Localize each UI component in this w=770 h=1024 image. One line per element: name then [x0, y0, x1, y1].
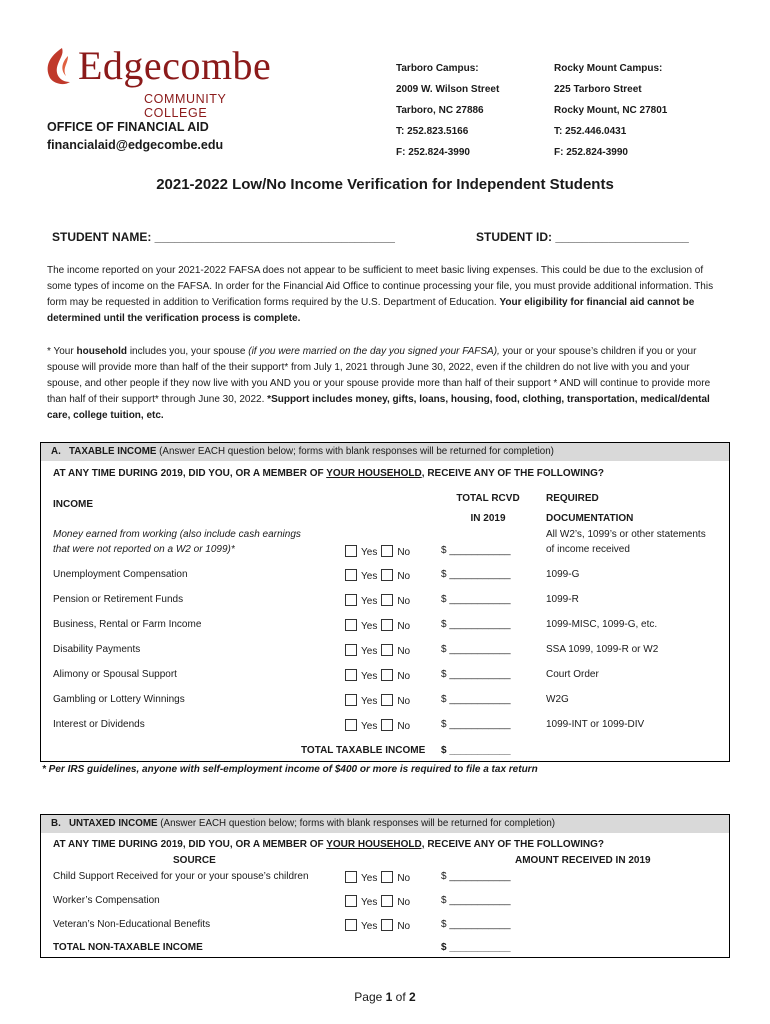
required-doc-text: W2G: [546, 694, 569, 705]
yes-no-choice: [345, 694, 410, 707]
required-doc: [546, 719, 644, 730]
required-doc: [546, 594, 579, 605]
no-checkbox[interactable]: [381, 594, 393, 606]
no-checkbox[interactable]: [381, 619, 393, 631]
page-of: of: [395, 990, 406, 1004]
flame-icon: [40, 46, 76, 88]
income-row-label: [53, 719, 145, 730]
page-word: Page: [354, 990, 383, 1004]
amount-field[interactable]: $ ___________: [441, 545, 511, 556]
yes-checkbox[interactable]: [345, 694, 357, 706]
no-label: No: [397, 571, 411, 582]
household-italic: (if you were married on the day you signed your FAFSA),: [248, 346, 500, 357]
yes-checkbox[interactable]: [345, 895, 357, 907]
no-label: No: [397, 873, 411, 884]
income-row-label: [53, 694, 185, 705]
no-label: No: [397, 721, 411, 732]
untaxed-row-label: Child Support Received for your or your spouse’s children: [53, 871, 309, 882]
section-letter: B.: [51, 818, 61, 829]
yes-no-choice: [345, 669, 410, 682]
no-checkbox[interactable]: [381, 694, 393, 706]
income-label-text: Pension or Retirement Funds: [53, 594, 184, 605]
logo-name: Edgecombe: [78, 43, 272, 88]
no-checkbox[interactable]: [381, 871, 393, 883]
logo-subtitle: COMMUNITY COLLEGE: [144, 92, 227, 120]
intro-eligibility: Your eligibility for financial aid cannot be determined until the verification process is complete.: [47, 297, 695, 324]
student-name-field[interactable]: STUDENT NAME: ____________________________________: [52, 230, 395, 244]
required-doc-text: Court Order: [546, 669, 599, 680]
question-text: AT ANY TIME DURING 2019, DID YOU, OR A MEMBER OF: [53, 468, 324, 479]
section-a-question: [53, 468, 604, 479]
col-total-line: IN 2019: [470, 513, 506, 524]
untaxed-row-label: Worker’s Compensation: [53, 895, 160, 906]
no-checkbox[interactable]: [381, 919, 393, 931]
no-checkbox[interactable]: [381, 545, 393, 557]
section-b-question: [53, 839, 604, 850]
household-term: household: [76, 346, 128, 357]
section-title: UNTAXED INCOME: [68, 818, 158, 829]
income-label-text: Interest or Dividends: [53, 719, 145, 730]
amount-field[interactable]: $ ___________: [441, 919, 511, 930]
no-checkbox[interactable]: [381, 895, 393, 907]
page-title: 2021-2022 Low/No Income Verification for Independent Students: [156, 176, 614, 193]
yes-label: Yes: [361, 671, 378, 682]
amount-field[interactable]: $ ___________: [441, 594, 511, 605]
no-label: No: [397, 921, 411, 932]
no-label: No: [397, 897, 411, 908]
required-doc: [546, 694, 569, 705]
yes-no-choice: [345, 594, 410, 607]
question-household: YOUR HOUSEHOLD,: [326, 839, 425, 850]
col-total-line: TOTAL RCVD: [456, 493, 520, 504]
amount-field[interactable]: $ ___________: [441, 569, 511, 580]
yes-checkbox[interactable]: [345, 719, 357, 731]
yes-no-choice: [345, 871, 410, 884]
page-number: [0, 990, 770, 1004]
section-note: (Answer EACH question below; forms with blank responses will be returned for completion): [159, 446, 554, 457]
yes-checkbox[interactable]: [345, 594, 357, 606]
income-label-text: Business, Rental or Farm Income: [53, 619, 202, 630]
campus-phone: T: 252.446.0431: [554, 126, 627, 137]
required-doc-text: 1099-R: [546, 594, 579, 605]
question-text: , RECEIVE ANY OF THE FOLLOWING?: [421, 468, 604, 479]
yes-label: Yes: [361, 646, 378, 657]
yes-label: Yes: [361, 596, 378, 607]
yes-no-choice: [345, 719, 410, 732]
campus-street: 2009 W. Wilson Street: [396, 84, 500, 95]
intro-text: The income reported on your 2021-2022 FAFSA does not appear to be sufficient to meet basic living expenses. This could be due to the exclusion of some types of income on the FAFSA. In order for the Financial Aid Office to continue processing your file, you must provide additional information. This form may be requested in addition to Verification forms required by the U.S. Department of Education.: [47, 265, 714, 308]
yes-checkbox[interactable]: [345, 644, 357, 656]
support-definition: *Support includes money, gifts, loans, housing, food, clothing, transportation, medical/dental care, college tuition, etc.: [47, 394, 710, 421]
yes-checkbox[interactable]: [345, 871, 357, 883]
required-doc-text: 1099-INT or 1099-DIV: [546, 719, 645, 730]
yes-label: Yes: [361, 696, 378, 707]
campus-fax: F: 252.824-3990: [396, 147, 470, 158]
yes-no-choice: [345, 619, 410, 632]
amount-field[interactable]: $ ___________: [441, 694, 511, 705]
amount-field[interactable]: $ ___________: [441, 619, 511, 630]
yes-label: Yes: [361, 873, 378, 884]
total-taxable-field[interactable]: $ ___________: [441, 745, 511, 756]
campus-name: Rocky Mount Campus:: [554, 63, 663, 74]
amount-field[interactable]: $ ___________: [441, 895, 511, 906]
intro-paragraph-1: [47, 263, 727, 327]
section-letter: A.: [51, 446, 61, 457]
no-label: No: [397, 596, 411, 607]
yes-checkbox[interactable]: [345, 669, 357, 681]
required-doc-text: 1099-MISC, 1099-G, etc.: [546, 619, 658, 630]
income-label-text: Unemployment Compensation: [53, 569, 188, 580]
section-b-header: [41, 815, 729, 833]
no-checkbox[interactable]: [381, 719, 393, 731]
section-note: (Answer EACH question below; forms with blank responses will be returned for completion): [160, 818, 556, 829]
section-title: TAXABLE INCOME: [68, 446, 157, 457]
income-row-label: [53, 669, 177, 680]
income-row-label: [53, 569, 188, 580]
required-doc: [546, 529, 706, 555]
campus-city: Rocky Mount, NC 27801: [554, 105, 668, 116]
untaxed-row-label: Veteran’s Non-Educational Benefits: [53, 919, 211, 930]
student-id-field[interactable]: STUDENT ID: ____________________: [476, 230, 689, 244]
yes-no-choice: [345, 545, 410, 558]
yes-label: Yes: [361, 621, 378, 632]
household-text: * Your: [47, 346, 74, 357]
required-doc: [546, 569, 579, 580]
amount-field[interactable]: $ ___________: [441, 644, 511, 655]
campus-phone: T: 252.823.5166: [396, 126, 469, 137]
yes-checkbox[interactable]: [345, 569, 357, 581]
no-label: No: [397, 646, 411, 657]
income-label-text: Money earned from working (also include cash earnings: [53, 529, 301, 540]
income-row-label: [53, 594, 183, 605]
yes-checkbox[interactable]: [345, 545, 357, 557]
yes-no-choice: [345, 919, 410, 932]
yes-checkbox[interactable]: [345, 619, 357, 631]
total-taxable-label: TOTAL TAXABLE INCOME: [301, 745, 426, 756]
yes-no-choice: [345, 895, 410, 908]
campus-rocky-mount: [554, 58, 667, 163]
col-required-line: REQUIRED: [546, 493, 599, 504]
total-non-taxable-label: TOTAL NON-TAXABLE INCOME: [53, 942, 203, 953]
income-row-label: [53, 619, 201, 630]
section-a-table: [40, 442, 730, 762]
no-label: No: [397, 547, 411, 558]
amount-field[interactable]: $ ___________: [441, 871, 511, 882]
no-checkbox[interactable]: [381, 669, 393, 681]
total-non-taxable-field[interactable]: $ ___________: [441, 942, 511, 953]
col-amount: AMOUNT RECEIVED IN 2019: [515, 855, 651, 866]
required-doc-text: 1099-G: [546, 569, 580, 580]
yes-label: Yes: [361, 571, 378, 582]
campus-city: Tarboro, NC 27886: [396, 105, 484, 116]
income-label-text: Disability Payments: [53, 644, 141, 655]
section-a-header: [41, 443, 729, 461]
income-label-text: that were not reported on a W2 or 1099)*: [53, 544, 235, 555]
no-label: No: [397, 671, 411, 682]
question-text: AT ANY TIME DURING 2019, DID YOU, OR A MEMBER OF: [53, 839, 324, 850]
yes-checkbox[interactable]: [345, 919, 357, 931]
college-logo: [40, 43, 290, 120]
col-income: INCOME: [53, 499, 93, 510]
required-doc-text: SSA 1099, 1099-R or W2: [546, 644, 659, 655]
campus-tarboro: [396, 58, 499, 163]
yes-no-choice: [345, 644, 410, 657]
yes-label: Yes: [361, 897, 378, 908]
no-label: No: [397, 621, 411, 632]
household-text: your or your spouse’s children if you or your spouse will provide more than half of the their support* from July 1, 2021 through June 30, 2022, even if the children do not live with you and your spouse, and other people if they now live with you AND you or your spouse provide more than half of their support * AND will continue to provide more than half of their support* through June 30, 2022.: [47, 346, 711, 405]
irs-footnote: * Per IRS guidelines, anyone with self-employment income of $400 or more is required to file a tax return: [42, 764, 538, 775]
household-text: includes you, your spouse: [129, 346, 246, 357]
campus-fax: F: 252.824-3990: [554, 147, 628, 158]
no-checkbox[interactable]: [381, 569, 393, 581]
no-checkbox[interactable]: [381, 644, 393, 656]
required-doc-text: of income received: [546, 544, 630, 555]
income-row-label: [53, 529, 301, 555]
page-current: 1: [385, 990, 393, 1004]
required-doc: [546, 644, 658, 655]
question-household: YOUR HOUSEHOLD: [326, 468, 422, 479]
required-doc-text: All W2’s, 1099’s or other statements: [546, 529, 706, 540]
campus-name: Tarboro Campus:: [396, 63, 479, 74]
question-text: RECEIVE ANY OF THE FOLLOWING?: [427, 839, 604, 850]
col-total: [453, 489, 523, 529]
income-label-text: Alimony or Spousal Support: [53, 669, 177, 680]
col-required-line: DOCUMENTATION: [546, 513, 634, 524]
required-doc: [546, 669, 599, 680]
no-label: No: [397, 696, 411, 707]
page-total: 2: [409, 990, 416, 1004]
income-row-label: [53, 644, 140, 655]
campus-street: 225 Tarboro Street: [554, 84, 642, 95]
amount-field[interactable]: $ ___________: [441, 669, 511, 680]
amount-field[interactable]: $ ___________: [441, 719, 511, 730]
yes-label: Yes: [361, 721, 378, 732]
col-source: SOURCE: [173, 855, 216, 866]
section-b-table: [40, 814, 730, 958]
office-email[interactable]: financialaid@edgecombe.edu: [47, 138, 224, 152]
yes-no-choice: [345, 569, 410, 582]
yes-label: Yes: [361, 921, 378, 932]
income-label-text: Gambling or Lottery Winnings: [53, 694, 185, 705]
required-doc: [546, 619, 657, 630]
yes-label: Yes: [361, 547, 378, 558]
office-title: OFFICE OF FINANCIAL AID: [47, 120, 209, 134]
intro-paragraph-2: [47, 344, 727, 424]
office-info: [47, 118, 223, 154]
col-required: [546, 489, 633, 529]
